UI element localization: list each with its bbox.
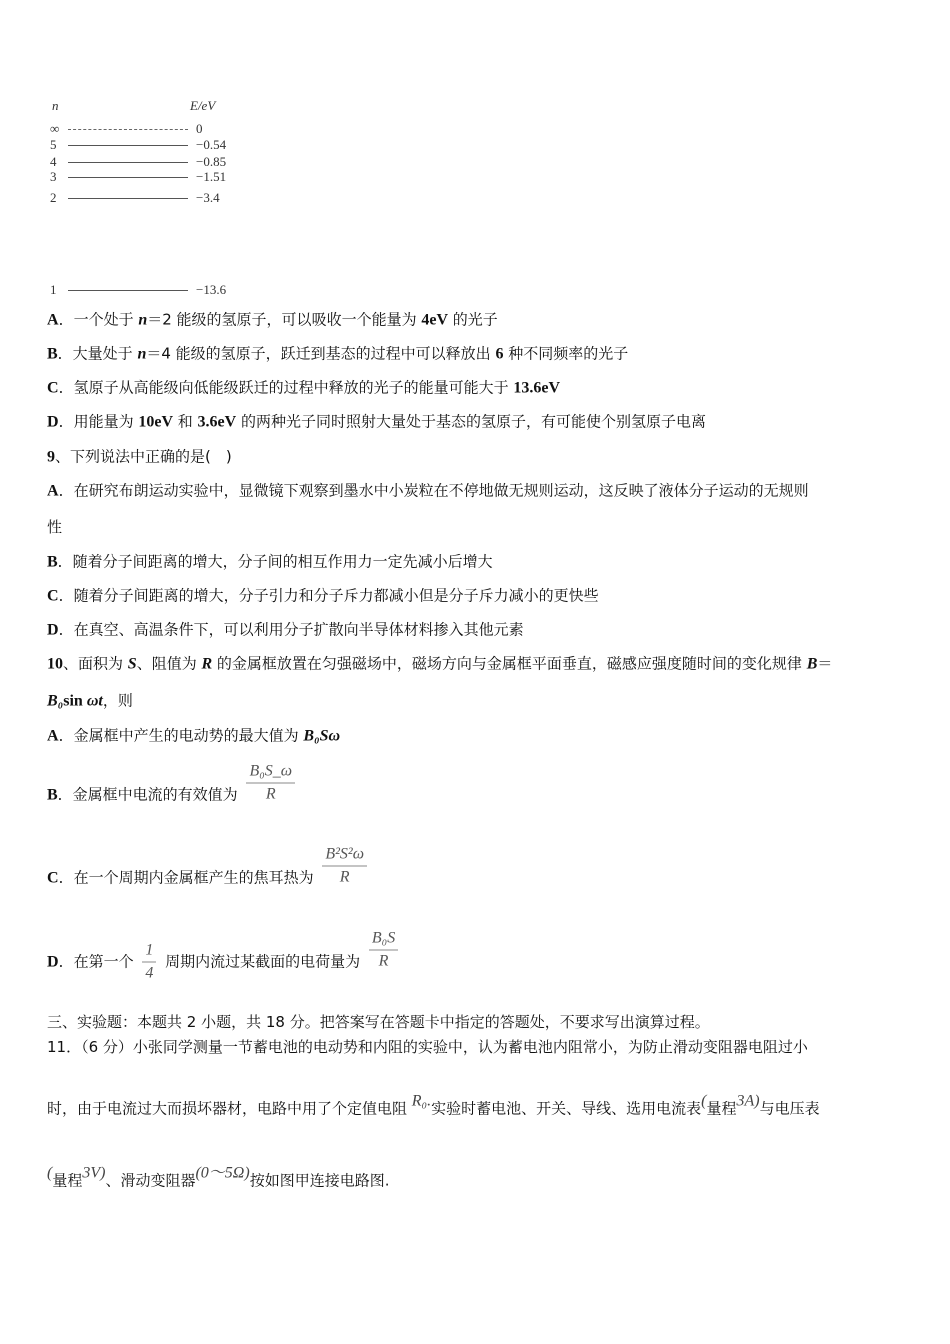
text-segment: 种不同频率的光子 [503,344,629,363]
text-segment: n [137,345,147,363]
fraction [322,846,367,887]
text-segment: 周期内流过某截面的电荷量为 [160,952,365,971]
level-n: 2 [50,190,57,205]
text-segment: 10eV [138,413,173,431]
text-segment: C [47,379,59,397]
level-energy: −0.54 [196,137,227,152]
text-segment: 10 [47,655,63,673]
math-expression: R₀. [411,1092,432,1110]
text-segment: ，则 [102,691,133,710]
level-line [68,162,188,163]
fraction-numerator: B₀S_ω [246,763,295,784]
level-line [68,145,188,146]
level-line [68,129,188,130]
text-line [47,378,560,399]
fraction-denominator: 4 [145,964,154,982]
text-segment: C [47,869,59,887]
text-line [47,1037,808,1057]
level-n: ∞ [50,121,60,136]
level-n: 5 [50,137,57,152]
level-energy: −3.4 [196,190,220,205]
level-energy: −13.6 [196,282,227,297]
text-segment: 按如图甲连接电路图. [249,1171,390,1190]
text-segment: ＝4 能级的氢原子，跃迁到基态的过程中可以释放出 [146,344,496,363]
text-segment: ．在真空、高温条件下，可以利用分子扩散向半导体材料掺入其他元素 [58,620,524,639]
text-segment: 4eV [421,311,448,329]
energy-axis-label: E/eV [190,98,216,113]
energy-level [44,170,244,184]
text-segment: ．氢原子从高能级向低能级跃迁的过程中释放的光子的能量可能大于 [58,378,514,397]
text-line [47,620,524,641]
energy-level [44,122,244,136]
text-line [47,552,493,573]
text-segment: 量程 [706,1099,737,1118]
text-segment: A [47,482,59,500]
text-segment: 9 [47,448,55,466]
level-energy: −1.51 [196,169,227,184]
math-expression: ( [701,1092,707,1110]
text-segment: ．金属框中产生的电动势的最大值为 [58,726,304,745]
fraction-denominator: R [265,785,276,803]
text-segment: 13.6eV [513,379,560,397]
text-segment: ．在第一个 [58,952,139,971]
text-line [47,344,628,365]
text-segment: 的两种光子同时照射大量处于基态的氢原子，有可能使个别氢原子电离 [236,412,706,431]
text-segment: ＝2 能级的氢原子，可以吸收一个能量为 [147,310,422,329]
text-segment: D [47,621,59,639]
fraction-numerator: B²S²ω [322,846,367,867]
text-line [47,481,809,502]
text-segment: 、阻值为 [136,654,202,673]
text-line [47,412,706,433]
text-segment: A [47,727,59,745]
math-expression: 3V) [82,1164,106,1182]
text-segment: A [47,311,59,329]
level-line [68,177,188,178]
level-n: 3 [50,169,57,184]
text-segment: 、面积为 [63,654,128,673]
fraction [246,763,295,804]
text-segment: 6 [495,345,504,363]
text-segment: S [127,655,137,673]
text-segment: sin [63,692,87,710]
energy-level-diagram [44,98,244,298]
text-line [47,762,299,816]
text-line [47,1092,820,1120]
text-segment: 量程 [52,1171,83,1190]
text-line [47,929,402,983]
level-energy: −0.85 [196,154,227,169]
level-line [68,290,188,291]
text-segment: D [47,413,59,431]
text-segment: 的光子 [448,310,498,329]
text-line [47,517,62,537]
text-segment: B [47,345,58,363]
text-line [47,845,371,899]
text-segment: 与电压表 [759,1099,820,1118]
level-line [68,198,188,199]
text-segment: ．随着分子间距离的增大，分子间的相互作用力一定先减小后增大 [57,552,493,571]
text-segment: B₀Sω [303,727,341,745]
text-segment: B [47,786,58,804]
text-segment: 的金属框放置在匀强磁场中，磁场方向与金属框平面垂直，磁感应强度随时间的变化规律 [212,654,807,673]
text-line [47,654,832,675]
text-segment: ．一个处于 [58,310,139,329]
fraction-denominator: R [378,952,389,970]
fraction [142,942,156,983]
text-segment: 11．（6 分）小张同学测量一节蓄电池的电动势和内阻的实验中，认为蓄电池内阻常小，为防止滑动变阻器电阻过小 [47,1038,808,1056]
level-n: 1 [50,282,57,297]
text-segment: ．随着分子间距离的增大，分子引力和分子斥力都减小但是分子斥力减小的更快些 [58,586,599,605]
text-line [47,691,133,712]
text-line [47,310,498,331]
text-segment: ．金属框中电流的有效值为 [57,785,243,804]
level-n: 4 [50,154,57,169]
fraction-numerator: B₀S [369,930,398,951]
text-segment: B₀ [47,692,64,710]
text-segment: ＝ [817,654,833,673]
text-segment: 3.6eV [197,413,237,431]
text-segment: ．在一个周期内金属框产生的焦耳热为 [58,868,319,887]
n-axis-label: n [52,98,59,113]
math-expression: ( [47,1164,53,1182]
text-segment: n [138,311,148,329]
text-segment: 、下列说法中正确的是( ) [55,447,232,466]
text-segment: D [47,953,59,971]
text-line [47,1012,710,1032]
text-segment: B [806,655,818,673]
text-segment: 实验时蓄电池、开关、导线、选用电流表 [431,1099,702,1118]
text-segment: ．用能量为 [58,412,139,431]
text-segment: 和 [173,412,198,431]
text-segment: ωt [86,692,103,710]
text-segment: 时，由于电流过大而损坏器材，电路中用了个定值电阻 [47,1099,412,1118]
energy-level [44,283,244,297]
text-segment: 、滑动变阻器 [105,1171,196,1190]
text-segment: C [47,587,59,605]
energy-level [44,155,244,169]
math-expression: 3A) [736,1092,760,1110]
text-segment: R [201,655,213,673]
math-expression: (0～5Ω) [195,1164,250,1182]
text-segment: B [47,553,58,571]
fraction-numerator: 1 [142,942,156,963]
energy-level [44,191,244,205]
energy-level [44,138,244,152]
fraction [369,930,398,971]
text-segment: ．大量处于 [57,344,138,363]
fraction-denominator: R [339,868,350,886]
text-line [47,586,599,607]
text-line [47,447,232,468]
text-segment: 三、实验题：本题共 2 小题，共 18 分。把答案写在答题卡中指定的答题处，不要求写出演算过程。 [47,1013,710,1031]
text-segment: ．在研究布朗运动实验中，显微镜下观察到墨水中小炭粒在不停地做无规则运动，这反映了液体分子运动的无规则 [58,481,809,500]
text-segment: 性 [47,518,63,536]
level-energy: 0 [196,121,203,136]
text-line [47,726,340,747]
text-line [47,1164,390,1192]
